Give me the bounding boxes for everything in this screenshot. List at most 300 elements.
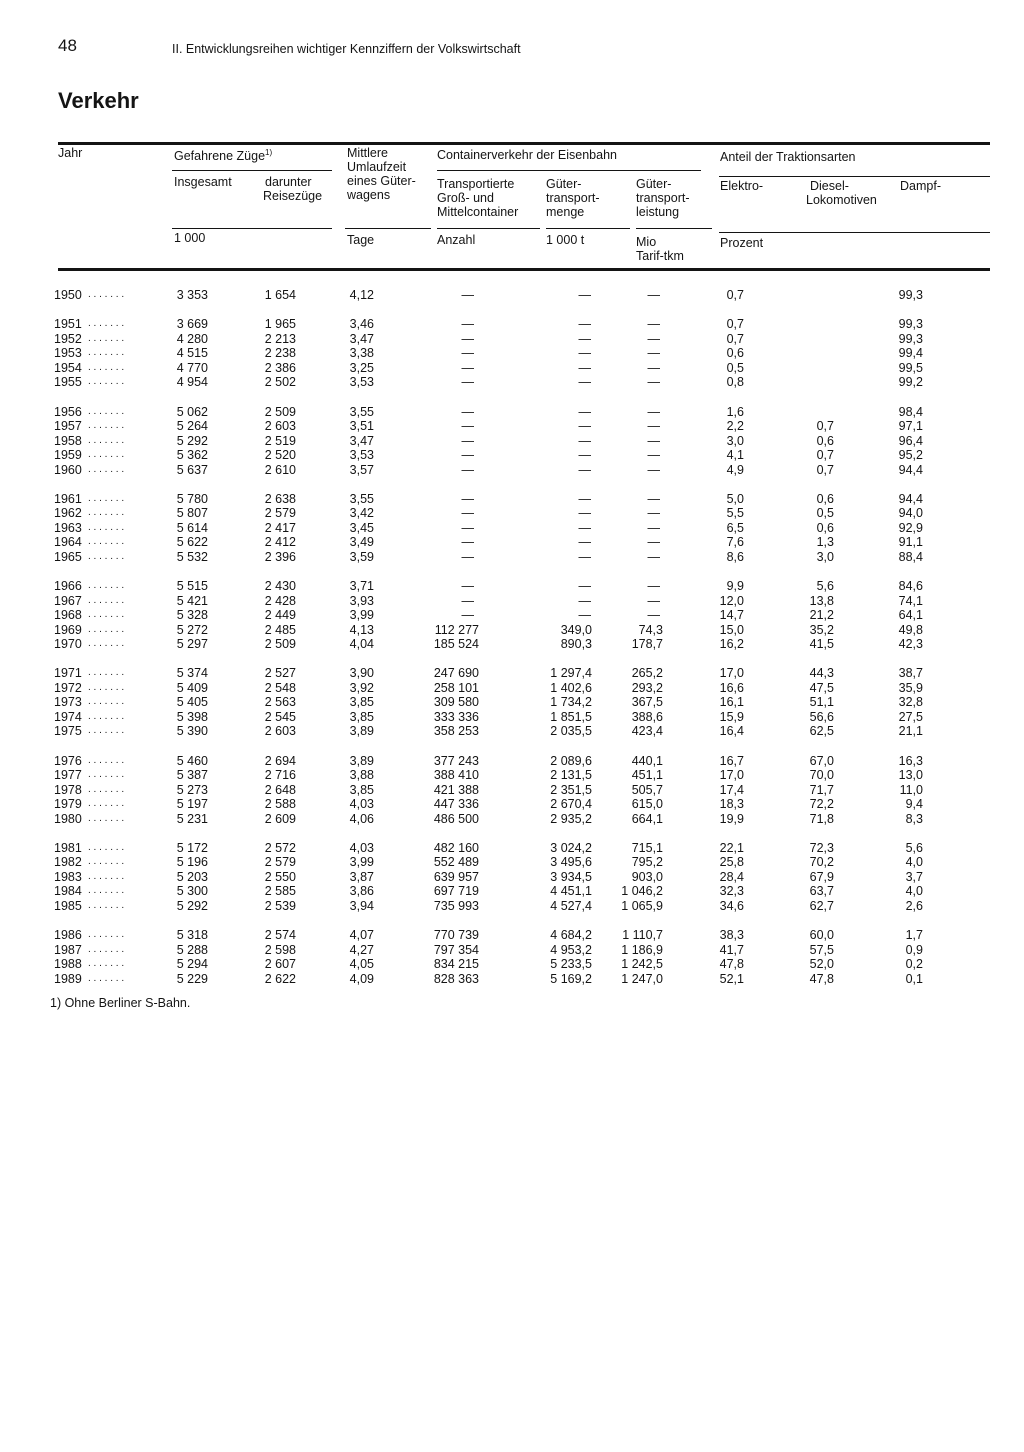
cell-ins: 5 780 [176,491,208,506]
cell-year: 1987 [54,942,82,957]
cell-cont: 447 336 [433,797,479,812]
leader-dots: . . . . . . . [88,856,125,868]
cell-elektro: 9,9 [726,579,744,594]
cell-ins: 4 770 [176,360,208,375]
cell-year: 1968 [54,608,82,623]
cell-menge: 1 734,2 [550,695,592,710]
cell-menge: 5 233,5 [550,957,592,972]
cell-leist: 1 110,7 [622,928,663,943]
cell-ins: 5 172 [176,840,208,855]
cell-diesel: 0,7 [816,462,834,477]
rule-container [437,170,701,171]
cell-reise: 2 213 [264,331,296,346]
cell-diesel: 70,2 [809,855,834,870]
header-jahr: Jahr [58,146,83,160]
cell-year: 1974 [54,709,82,724]
leader-dots: . . . . . . . [88,594,125,606]
cell-menge: — [578,375,591,390]
cell-reise: 2 648 [264,782,296,797]
cell-ins: 4 954 [176,375,208,390]
cell-umlauf: 3,93 [349,593,374,608]
cell-dampf: 49,8 [898,622,923,637]
cell-cont: 486 500 [433,811,479,826]
leader-dots: . . . . . . . [88,885,125,897]
cell-year: 1958 [54,433,82,448]
cell-reise: 2 610 [264,462,296,477]
cell-menge: — [578,331,591,346]
cell-elektro: 6,5 [726,520,744,535]
cell-umlauf: 3,47 [349,433,374,448]
cell-reise: 2 396 [264,549,296,564]
cell-umlauf: 3,25 [349,360,374,375]
cell-dampf: 92,9 [898,520,923,535]
cell-year: 1979 [54,797,82,812]
cell-menge: 2 670,4 [550,797,592,812]
cell-ins: 5 197 [176,797,208,812]
cell-ins: 4 280 [176,331,208,346]
cell-leist: — [647,491,660,506]
cell-elektro: 32,3 [719,884,744,899]
cell-elektro: 14,7 [719,608,744,623]
cell-leist: 1 242,5 [621,957,663,972]
cell-dampf: 94,4 [898,491,923,506]
leader-dots: . . . . . . . [88,754,125,766]
cell-diesel: 67,9 [809,869,834,884]
header-guetertransportleistung: Güter- transport- leistung [636,177,690,219]
cell-year: 1972 [54,680,82,695]
cell-menge: 5 169,2 [550,971,592,986]
cell-menge: 349,0 [560,622,592,637]
cell-dampf: 38,7 [898,666,923,681]
cell-menge: — [578,448,591,463]
cell-year: 1988 [54,957,82,972]
cell-ins: 5 318 [176,928,208,943]
cell-dampf: 42,3 [898,637,923,651]
cell-ins: 5 292 [176,433,208,448]
leader-dots: . . . . . . . [88,361,125,373]
cell-dampf: 0,2 [905,957,923,972]
cell-cont: — [461,331,474,346]
cell-diesel: 44,3 [809,666,834,681]
cell-dampf: 88,4 [898,549,923,564]
cell-umlauf: 4,13 [349,622,374,637]
cell-elektro: 3,0 [726,433,744,448]
leader-dots: . . . . . . . [88,769,125,781]
cell-reise: 2 527 [264,666,296,681]
leader-dots: . . . . . . . [88,521,125,533]
cell-ins: 5 300 [176,884,208,899]
cell-umlauf: 3,88 [349,768,374,783]
rule-gefahrene [172,170,332,171]
cell-dampf: 4,0 [905,855,923,870]
cell-umlauf: 3,46 [349,317,374,332]
cell-leist: 440,1 [631,753,663,768]
cell-umlauf: 3,99 [349,608,374,623]
cell-diesel: 47,5 [809,680,834,695]
cell-menge: — [578,419,591,434]
cell-umlauf: 3,51 [349,419,374,434]
cell-umlauf: 3,38 [349,346,374,361]
leader-dots: . . . . . . . [88,434,125,446]
cell-leist: 423,4 [631,724,663,739]
cell-dampf: 74,1 [898,593,923,608]
cell-umlauf: 4,04 [349,637,374,651]
leader-dots: . . . . . . . [88,899,125,911]
page-title: Verkehr [58,88,139,113]
cell-leist: — [647,448,660,463]
leader-dots: . . . . . . . [88,623,125,635]
cell-reise: 2 716 [264,768,296,783]
cell-ins: 5 196 [176,855,208,870]
cell-reise: 2 609 [264,811,296,826]
cell-reise: 2 539 [264,898,296,913]
cell-menge: — [578,288,591,302]
header-traktionsarten: Anteil der Traktionsarten [720,150,856,164]
cell-year: 1956 [54,404,82,419]
cell-dampf: 1,7 [905,928,923,943]
cell-reise: 2 485 [264,622,296,637]
leader-dots: . . . . . . . [88,420,125,432]
cell-leist: 451,1 [631,768,663,783]
cell-dampf: 8,3 [905,811,923,826]
cell-ins: 3 669 [176,317,208,332]
cell-umlauf: 4,03 [349,840,374,855]
cell-cont: — [461,419,474,434]
header-guetertransportmenge: Güter- transport- menge [546,177,600,219]
cell-reise: 2 579 [264,855,296,870]
cell-year: 1961 [54,491,82,506]
cell-menge: — [578,433,591,448]
cell-year: 1957 [54,419,82,434]
cell-cont: — [461,360,474,375]
cell-reise: 2 545 [264,709,296,724]
cell-diesel: 5,6 [816,579,834,594]
unit-mio-tarif-tkm: Mio Tarif-tkm [636,235,684,263]
cell-ins: 5 409 [176,680,208,695]
cell-reise: 2 572 [264,840,296,855]
cell-ins: 4 515 [176,346,208,361]
cell-umlauf: 3,53 [349,375,374,390]
cell-cont: — [461,462,474,477]
cell-reise: 2 548 [264,680,296,695]
cell-leist: — [647,506,660,521]
cell-cont: 797 354 [433,942,479,957]
cell-diesel: 63,7 [809,884,834,899]
leader-dots: . . . . . . . [88,667,125,679]
cell-year: 1967 [54,593,82,608]
cell-reise: 1 965 [264,317,296,332]
leader-dots: . . . . . . . [88,507,125,519]
cell-leist: 1 065,9 [621,898,663,913]
cell-leist: 615,0 [631,797,663,812]
cell-leist: — [647,419,660,434]
cell-ins: 5 231 [176,811,208,826]
cell-umlauf: 3,49 [349,535,374,550]
cell-elektro: 52,1 [719,971,744,986]
cell-reise: 2 563 [264,695,296,710]
cell-cont: — [461,448,474,463]
cell-elektro: 4,1 [726,448,744,463]
cell-menge: 3 495,6 [550,855,592,870]
cell-leist: — [647,433,660,448]
rule-traktion [719,176,990,177]
cell-menge: 4 527,4 [550,898,592,913]
cell-elektro: 2,2 [726,419,744,434]
cell-cont: 834 215 [433,957,479,972]
cell-dampf: 99,3 [898,288,923,302]
cell-reise: 2 603 [264,724,296,739]
cell-dampf: 4,0 [905,884,923,899]
cell-reise: 2 638 [264,491,296,506]
rule-unit-mio [636,228,712,229]
cell-dampf: 32,8 [898,695,923,710]
page-number: 48 [58,36,77,55]
cell-elektro: 17,4 [719,782,744,797]
cell-ins: 5 807 [176,506,208,521]
leader-dots: . . . . . . . [88,929,125,941]
cell-diesel: 0,6 [816,520,834,535]
cell-reise: 2 238 [264,346,296,361]
cell-dampf: 2,6 [905,898,923,913]
cell-umlauf: 3,53 [349,448,374,463]
leader-dots: . . . . . . . [88,376,125,388]
cell-reise: 2 588 [264,797,296,812]
cell-cont: — [461,404,474,419]
cell-menge: 890,3 [560,637,592,651]
leader-dots: . . . . . . . [88,550,125,562]
header-umlaufzeit: Mittlere Umlaufzeit eines Güter- wagens [347,146,416,202]
cell-diesel: 41,5 [809,637,834,651]
cell-diesel: 21,2 [809,608,834,623]
cell-dampf: 64,1 [898,608,923,623]
cell-year: 1960 [54,462,82,477]
gefahrene-zuege-label: Gefahrene Züge [174,149,266,164]
cell-diesel: 67,0 [809,753,834,768]
cell-umlauf: 3,99 [349,855,374,870]
cell-elektro: 0,8 [726,375,744,390]
cell-ins: 5 273 [176,782,208,797]
cell-reise: 2 428 [264,593,296,608]
leader-dots: . . . . . . . [88,972,125,984]
cell-umlauf: 4,09 [349,971,374,986]
cell-dampf: 84,6 [898,579,923,594]
header-containerverkehr: Containerverkehr der Eisenbahn [437,148,617,162]
cell-elektro: 8,6 [726,549,744,564]
cell-umlauf: 4,05 [349,957,374,972]
cell-elektro: 15,9 [719,709,744,724]
cell-menge: — [578,462,591,477]
cell-menge: — [578,535,591,550]
header-transportierte-container: Transportierte Groß- und Mittelcontainer [437,177,519,219]
cell-cont: 333 336 [433,709,479,724]
cell-dampf: 13,0 [898,768,923,783]
cell-ins: 5 390 [176,724,208,739]
cell-dampf: 0,1 [905,971,923,986]
cell-umlauf: 3,42 [349,506,374,521]
cell-elektro: 16,4 [719,724,744,739]
cell-leist: — [647,375,660,390]
cell-ins: 5 292 [176,898,208,913]
cell-umlauf: 3,85 [349,782,374,797]
cell-leist: 388,6 [631,709,663,724]
cell-elektro: 18,3 [719,797,744,812]
cell-umlauf: 3,59 [349,549,374,564]
cell-menge: 4 451,1 [550,884,592,899]
cell-menge: 3 934,5 [550,869,592,884]
cell-elektro: 0,6 [726,346,744,361]
cell-diesel: 57,5 [809,942,834,957]
cell-leist: 293,2 [631,680,663,695]
leader-dots: . . . . . . . [88,958,125,970]
cell-leist: — [647,317,660,332]
cell-ins: 5 328 [176,608,208,623]
cell-ins: 5 637 [176,462,208,477]
cell-cont: — [461,433,474,448]
cell-diesel: 72,2 [809,797,834,812]
cell-umlauf: 3,71 [349,579,374,594]
header-diesel: Diesel- Lokomotiven [806,179,877,207]
cell-ins: 5 622 [176,535,208,550]
cell-cont: — [461,317,474,332]
cell-cont: — [461,593,474,608]
cell-year: 1983 [54,869,82,884]
cell-reise: 2 386 [264,360,296,375]
cell-umlauf: 3,85 [349,695,374,710]
leader-dots: . . . . . . . [88,638,125,649]
cell-reise: 2 430 [264,579,296,594]
cell-year: 1954 [54,360,82,375]
cell-year: 1962 [54,506,82,521]
unit-1000: 1 000 [174,231,206,245]
cell-reise: 2 622 [264,971,296,986]
leader-dots: . . . . . . . [88,347,125,359]
cell-menge: 2 035,5 [550,724,592,739]
cell-year: 1984 [54,884,82,899]
leader-dots: . . . . . . . [88,783,125,795]
cell-diesel: 60,0 [809,928,834,943]
cell-leist: — [647,535,660,550]
cell-elektro: 0,7 [726,317,744,332]
cell-umlauf: 3,89 [349,724,374,739]
running-head: II. Entwicklungsreihen wichtiger Kennziffern der Volkswirtschaft [172,42,521,56]
cell-menge: — [578,346,591,361]
cell-menge: — [578,404,591,419]
cell-leist: — [647,520,660,535]
cell-elektro: 25,8 [719,855,744,870]
cell-reise: 1 654 [264,288,296,302]
cell-elektro: 7,6 [726,535,744,550]
unit-prozent: Prozent [720,236,764,250]
cell-menge: 2 351,5 [550,782,592,797]
cell-leist: — [647,331,660,346]
cell-dampf: 35,9 [898,680,923,695]
cell-reise: 2 585 [264,884,296,899]
cell-dampf: 5,6 [905,840,923,855]
cell-elektro: 34,6 [719,898,744,913]
cell-diesel: 0,7 [816,419,834,434]
cell-elektro: 4,9 [726,462,744,477]
cell-cont: — [461,506,474,521]
cell-year: 1973 [54,695,82,710]
cell-diesel: 0,5 [816,506,834,521]
cell-year: 1970 [54,637,82,651]
cell-umlauf: 4,03 [349,797,374,812]
cell-leist: 1 046,2 [621,884,663,899]
cell-diesel: 70,0 [809,768,834,783]
cell-dampf: 3,7 [905,869,923,884]
cell-ins: 5 229 [176,971,208,986]
cell-menge: — [578,520,591,535]
cell-leist: 1 247,0 [621,971,663,986]
cell-diesel: 52,0 [809,957,834,972]
cell-reise: 2 502 [264,375,296,390]
cell-year: 1965 [54,549,82,564]
cell-cont: 309 580 [433,695,479,710]
cell-dampf: 94,4 [898,462,923,477]
cell-umlauf: 3,94 [349,898,374,913]
cell-diesel: 1,3 [816,535,834,550]
cell-diesel: 0,7 [816,448,834,463]
cell-year: 1959 [54,448,82,463]
cell-menge: — [578,579,591,594]
leader-dots: . . . . . . . [88,332,125,344]
cell-menge: 2 935,2 [550,811,592,826]
cell-cont: 377 243 [433,753,479,768]
cell-reise: 2 520 [264,448,296,463]
cell-dampf: 94,0 [898,506,923,521]
cell-elektro: 12,0 [719,593,744,608]
leader-dots: . . . . . . . [88,318,125,330]
cell-cont: 388 410 [433,768,479,783]
rule-unit-tage [345,228,431,229]
cell-year: 1955 [54,375,82,390]
cell-ins: 5 203 [176,869,208,884]
leader-dots: . . . . . . . [88,681,125,693]
cell-elektro: 0,7 [726,288,744,302]
cell-reise: 2 694 [264,753,296,768]
cell-elektro: 16,7 [719,753,744,768]
cell-umlauf: 3,45 [349,520,374,535]
leader-dots: . . . . . . . [88,449,125,461]
cell-cont: 828 363 [433,971,479,986]
cell-menge: — [578,608,591,623]
cell-diesel: 62,5 [809,724,834,739]
cell-leist: 178,7 [631,637,663,651]
cell-reise: 2 509 [264,637,296,651]
cell-cont: — [461,520,474,535]
leader-dots: . . . . . . . [88,463,125,475]
cell-year: 1950 [54,288,82,302]
unit-anzahl: Anzahl [437,233,476,247]
cell-dampf: 9,4 [905,797,923,812]
cell-ins: 5 405 [176,695,208,710]
cell-cont: 735 993 [433,898,479,913]
cell-diesel: 47,8 [809,971,834,986]
cell-ins: 5 272 [176,622,208,637]
cell-dampf: 0,9 [905,942,923,957]
cell-elektro: 17,0 [719,666,744,681]
rule-unit-anzahl [437,228,540,229]
cell-reise: 2 519 [264,433,296,448]
cell-year: 1975 [54,724,82,739]
cell-year: 1964 [54,535,82,550]
cell-dampf: 99,2 [898,375,923,390]
cell-leist: — [647,404,660,419]
cell-menge: 2 131,5 [550,768,592,783]
cell-elektro: 1,6 [726,404,744,419]
cell-elektro: 28,4 [719,869,744,884]
cell-leist: — [647,360,660,375]
